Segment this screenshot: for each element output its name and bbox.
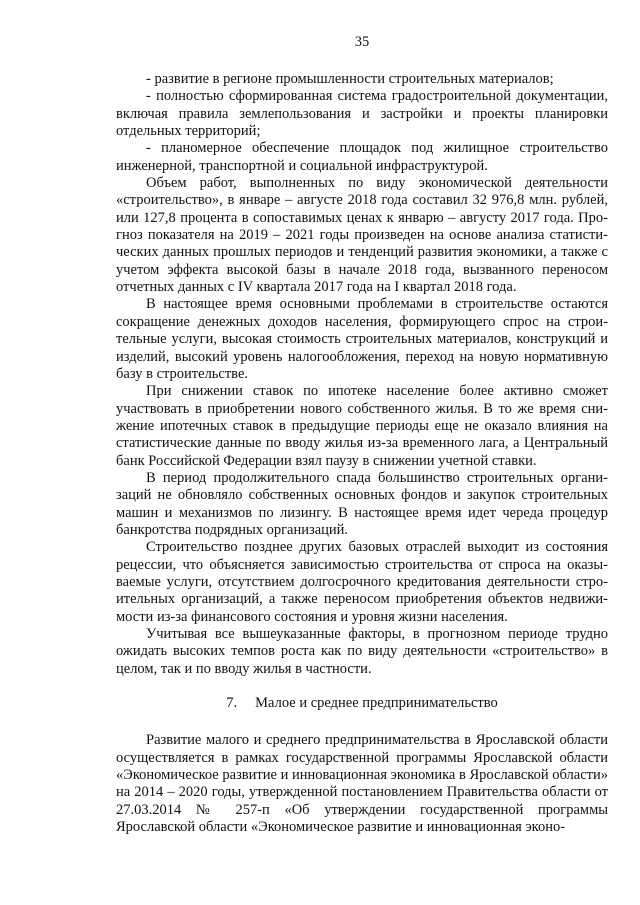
document-body: [116, 71, 608, 836]
paragraph: При снижении ставок по ипотеке население более активно сможет участвовать в приобретении нового собственного жилья. В то же время снижение ипотечных ставок в предыдущие периоды еще не оказало влияния на статистические данные по вводу жилья из-за временного лага, а Центральный банк Российской Федерации взял паузу в снижении учетной ставки.: [116, 383, 608, 469]
paragraph: В период продолжительного спада большинство строительных организаций не обновляло собственных основных фондов и закупок строительных машин и механизмов по лизингу. В настоящее время идет череда процедур банкротства подрядных организаций.: [116, 469, 608, 538]
page-number: 35: [354, 34, 370, 50]
paragraph: - планомерное обеспечение площадок под жилищное строительство инженерной, транспортной и социальной инфраструктурой.: [116, 140, 608, 174]
section-title: Малое и среднее предпринимательство: [255, 695, 498, 712]
paragraph: Развитие малого и среднего предпринимательства в Ярославской области осуществляется в рамках государственной программы Ярославской области «Экономическое развитие и инновационная экономика в Ярославской области» на 2014 – 2020 годы, утвержденной постановлением Правительства области от 27.03.2014 № 257-п «Об утверждении государственной программы Ярославской области «Экономическое развитие и инновационная эконо-: [116, 732, 608, 836]
paragraph: Учитывая все вышеуказанные факторы, в прогнозном периоде трудно ожидать высоких темпов роста как по виду деятельности «строительство» в целом, так и по вводу жилья в частности.: [116, 626, 608, 677]
paragraph: Объем работ, выполненных по виду экономической деятельности «строительство», в январе – августе 2018 года составил 32 976,8 млн. рублей, или 127,8 процента в сопоставимых ценах к январю – августу 2017 года. Прогноз показателя на 2019 – 2021 годы произведен на основе анализа статистических данных прошлых периодов и тенденций развития экономики, а также с учетом эффекта высокой базы в начале 2018 года, вызванного переносом отчетных данных с IV квартала 2017 года на I квартал 2018 года.: [116, 175, 608, 296]
paragraph: - развитие в регионе промышленности строительных материалов;: [146, 71, 554, 87]
section-number: 7.: [226, 695, 238, 712]
section-heading: [116, 678, 608, 732]
paragraph: - полностью сформированная система градостроительной документации, включая правила землепользования и застройки и проекты планировки отдельных территорий;: [116, 88, 608, 140]
paragraph: Строительство позднее других базовых отраслей выходит из состояния рецессии, что объясняется зависимостью строительства от спроса на оказываемые услуги, отсутствием долгосрочного кредитования деятельности строительных организаций, а также переносом приобретения объектов недвижимости из-за финансового состояния и уровня жизни населения.: [116, 539, 608, 625]
paragraph: В настоящее время основными проблемами в строительстве остаются сокращение денежных доходов населения, формирующего спрос на строительные услуги, высокая стоимость строительных материалов, конструкций и изделий, высокий уровень налогообложения, переход на новую нормативную базу в строительстве.: [116, 296, 608, 382]
